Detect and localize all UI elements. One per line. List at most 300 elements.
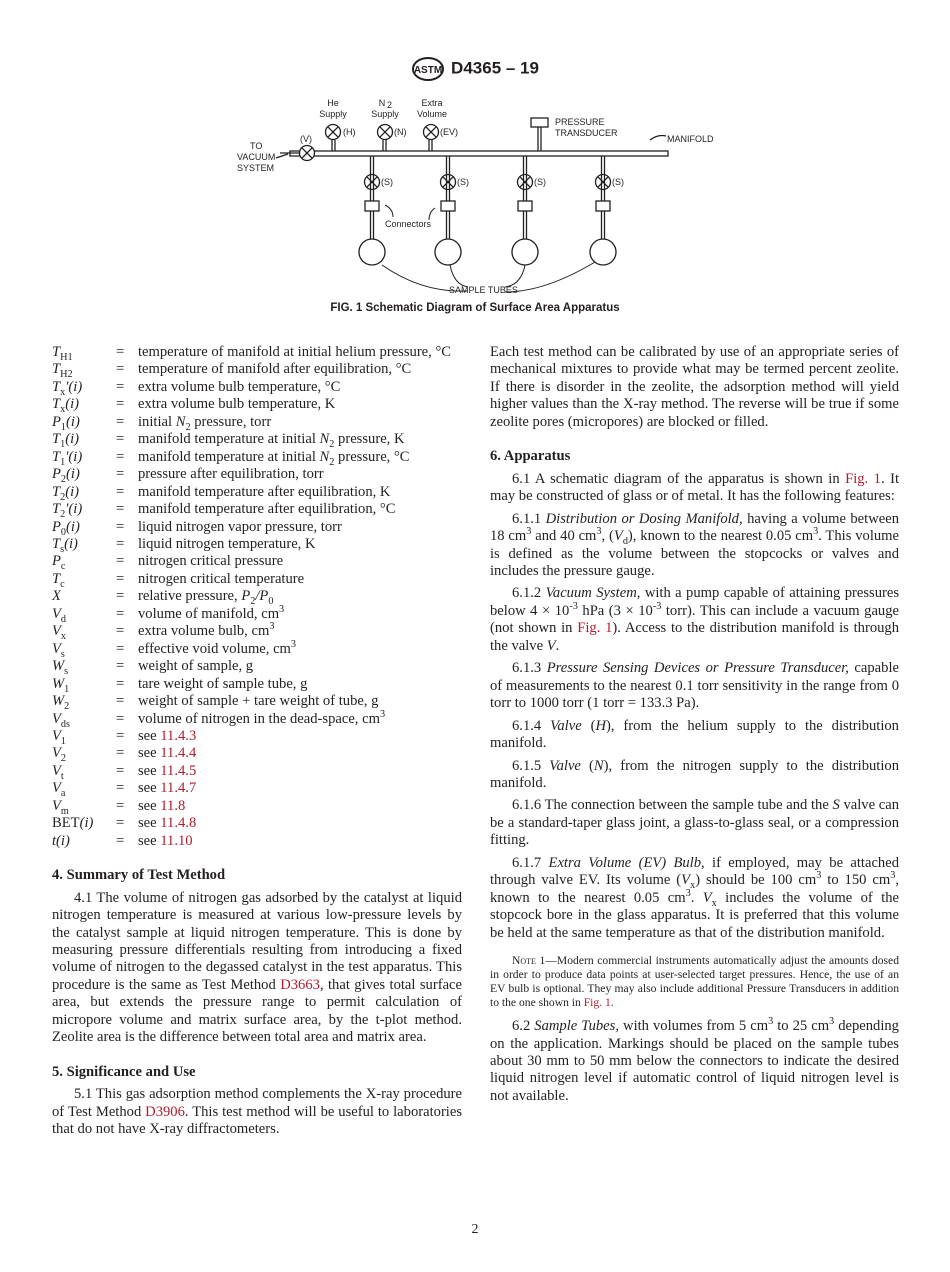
valve-n-label: (N) xyxy=(394,127,407,137)
paragraph xyxy=(490,471,899,506)
italic-text: Vacuum System, xyxy=(545,585,641,602)
symbol-description xyxy=(138,449,462,466)
symbol-definition xyxy=(52,676,462,693)
equals-sign: = xyxy=(116,501,125,518)
text-run: with a pump capable of attaining pressures below 4 × 10 xyxy=(490,585,900,619)
text-run: see xyxy=(138,727,161,744)
connector-icon xyxy=(365,201,379,211)
symbol-description xyxy=(138,833,462,850)
subscript: 2 xyxy=(329,439,335,451)
text-run: 6.1 A schematic diagram of the apparatus is shown in xyxy=(512,470,846,487)
paragraph xyxy=(490,585,899,655)
italic-text: V xyxy=(52,640,61,657)
symbol-definition xyxy=(52,621,462,643)
symbol-list xyxy=(52,344,462,850)
subscript: s xyxy=(60,648,65,660)
text-run: , ( xyxy=(601,528,614,545)
apparatus-diagram xyxy=(230,90,720,300)
symbol-definition xyxy=(52,588,462,608)
transducer-label: TRANSDUCER xyxy=(555,128,618,138)
subscript: 1 xyxy=(60,439,66,451)
cross-reference-link[interactable]: 11.4.5 xyxy=(160,762,197,779)
italic-text: T xyxy=(52,448,61,465)
symbol xyxy=(52,815,116,832)
equals-sign: = xyxy=(116,378,125,395)
equals-sign: = xyxy=(116,658,125,675)
subscript: 0 xyxy=(268,596,274,608)
symbol-description xyxy=(138,728,462,745)
sample-tube-bulb-icon xyxy=(512,239,538,265)
equals-sign: = xyxy=(116,570,125,587)
note-label: Note xyxy=(512,954,536,968)
equals-sign: = xyxy=(116,710,125,727)
italic-text: Extra Volume (EV) Bulb, xyxy=(548,854,705,871)
symbol xyxy=(52,501,116,518)
symbol xyxy=(52,571,116,588)
equals-sign: = xyxy=(116,815,125,832)
symbol-description xyxy=(138,623,462,640)
text-run: nitrogen critical temperature xyxy=(138,570,305,587)
equals-sign: = xyxy=(116,762,125,779)
text-run: to 150 cm xyxy=(821,872,891,889)
text-run: torr). This can include a vacuum gauge (not shown in xyxy=(490,602,900,637)
superscript: 3 xyxy=(379,708,386,720)
symbol xyxy=(52,414,116,431)
symbol-definition xyxy=(52,571,462,588)
superscript: 3 xyxy=(685,887,691,899)
subscript: 2 xyxy=(329,456,335,468)
symbol-description xyxy=(138,536,462,553)
equals-sign: = xyxy=(116,780,125,797)
connector-icon xyxy=(518,201,532,211)
valve-s-icon xyxy=(518,175,533,190)
symbol-definition xyxy=(52,414,462,431)
left-column xyxy=(52,344,462,1138)
text-run: hPa (3 × 10 xyxy=(577,602,653,619)
italic-text: T xyxy=(52,361,61,378)
text-run: effective void volume, cm xyxy=(138,640,291,657)
cross-reference-link[interactable]: 11.4.7 xyxy=(160,780,197,797)
symbol xyxy=(52,606,116,623)
sample-branch xyxy=(435,156,461,265)
italic-text: X xyxy=(52,588,61,605)
symbol xyxy=(52,658,116,678)
symbol-description xyxy=(138,780,462,797)
n2-subscript: 2 xyxy=(387,100,393,110)
sample-branch xyxy=(359,156,385,265)
cross-reference-link[interactable]: 11.8 xyxy=(160,797,186,814)
symbol-definition xyxy=(52,708,462,730)
text-run: see xyxy=(138,815,161,832)
subscript: d xyxy=(622,535,628,547)
cross-reference-link[interactable]: 11.4.8 xyxy=(160,815,197,832)
text-run: capable of measurements to the nearest 0.1 torr sensitivity in the range from 0 torr to 1000 torr (1 torr = 133.3 Pa). xyxy=(490,660,899,712)
italic-text: V xyxy=(52,780,61,797)
symbol-description xyxy=(138,815,462,832)
text-run: . xyxy=(690,889,703,906)
text-run: relative pressure, xyxy=(138,588,242,605)
subscript: c xyxy=(60,561,66,573)
equals-sign: = xyxy=(116,466,125,483)
equals-sign: = xyxy=(116,640,125,657)
italic-text: N xyxy=(593,757,604,774)
vacuum-label-1: TO xyxy=(250,141,263,151)
symbol-description xyxy=(138,414,462,431)
italic-text: V xyxy=(681,872,691,889)
symbol-description xyxy=(138,361,462,378)
symbol xyxy=(52,396,116,416)
subscript: H2 xyxy=(60,369,73,381)
symbol-definition xyxy=(52,638,462,660)
text-run: Each test method can be calibrated by use of an appropriate series of mechanical mixtures to provide what may be termed percent zeolite. If there is disorder in the zeolite, the adsorption method will yield higher values than the X-ray method. The reverse will be true if some zeolite pores (micropores) are blocked or filled. xyxy=(490,344,899,430)
designation: D4365 – 19 xyxy=(451,58,539,78)
equals-sign: = xyxy=(116,797,125,814)
paragraph xyxy=(52,890,462,1047)
symbol-description xyxy=(138,658,462,675)
equals-sign: = xyxy=(116,396,125,413)
italic-text: /P xyxy=(255,588,269,605)
equals-sign: = xyxy=(116,413,125,430)
symbol-definition xyxy=(52,379,462,396)
italic-text: (i) xyxy=(65,431,80,448)
symbol-description xyxy=(138,519,462,536)
cross-reference-link[interactable]: Fig. 1 xyxy=(577,620,613,637)
text-run: ), from the nitrogen supply to the distribution manifold. xyxy=(490,757,900,791)
subscript: H1 xyxy=(60,351,73,363)
symbol-description xyxy=(138,798,462,815)
text-run: . It may be constructed of glass or of metal. It has the following features: xyxy=(490,470,899,505)
symbol-definition xyxy=(52,344,462,361)
symbol xyxy=(52,693,116,710)
symbol-definition xyxy=(52,396,462,416)
italic-text: Sample Tubes, xyxy=(534,1018,619,1035)
subscript: c xyxy=(60,578,65,590)
italic-text: ′(i) xyxy=(65,448,83,465)
symbol-definition xyxy=(52,780,462,800)
italic-text: W xyxy=(52,658,65,675)
text-run: extra volume bulb, cm xyxy=(138,623,270,640)
text-run: ) should be 100 cm xyxy=(695,872,817,889)
italic-text: (i) xyxy=(66,413,80,430)
text-run: liquid nitrogen temperature, K xyxy=(138,535,316,552)
equals-sign: = xyxy=(116,535,125,552)
cross-reference-link[interactable]: Fig. 1 xyxy=(583,996,611,1010)
section-heading: 6. Apparatus xyxy=(490,448,571,465)
symbol xyxy=(52,711,116,728)
valve-h-label: (H) xyxy=(343,127,356,137)
text-run: temperature of manifold at initial helium pressure, °C xyxy=(138,344,452,360)
symbol-definition xyxy=(52,815,462,832)
text-run: 5.1 This gas adsorption method complements the X-ray procedure of Test Method xyxy=(52,1086,462,1120)
valve-ev-icon xyxy=(424,125,439,140)
text-run: pressure, °C xyxy=(334,448,410,465)
paragraph xyxy=(490,1018,899,1105)
superscript: 3 xyxy=(829,1016,835,1028)
italic-text: V xyxy=(52,745,61,762)
valve-s-icon xyxy=(441,175,456,190)
subscript: d xyxy=(60,613,67,625)
text-run: weight of sample + tare weight of tube, g xyxy=(138,693,379,710)
subscript: 1 xyxy=(64,683,70,695)
equals-sign: = xyxy=(116,693,125,710)
text-run: 6.1.7 xyxy=(512,854,549,871)
text-run: volume of manifold, cm xyxy=(138,605,280,622)
symbol-description xyxy=(138,344,462,361)
equals-sign: = xyxy=(116,832,125,849)
subscript: x xyxy=(711,897,717,909)
he-supply-label: Supply xyxy=(319,109,347,119)
paragraph xyxy=(490,344,899,431)
symbol-definition xyxy=(52,745,462,765)
superscript: 3 xyxy=(290,638,297,650)
equals-sign: = xyxy=(116,605,125,622)
subscript: a xyxy=(60,788,66,800)
symbol-description xyxy=(138,708,462,728)
subscript: 2 xyxy=(64,700,70,712)
italic-text: N xyxy=(319,448,330,465)
paragraph xyxy=(490,511,899,581)
text-run: 6.1.3 xyxy=(512,660,547,677)
text-run: see xyxy=(138,780,161,797)
subscript: x xyxy=(690,880,696,892)
text-run: volume of nitrogen in the dead-space, cm xyxy=(138,710,380,727)
extra-label: Extra xyxy=(421,98,443,108)
text-run: 4.1 The volume of nitrogen gas adsorbed by the catalyst at liquid nitrogen temperature is measured at various low-pressure levels by the catalyst sample at liquid nitrogen temperature. This is done by measuring pressure differentials resulting from introducing a fixed volume of nitrogen to the degassed catalyst in the test apparatus. This procedure is the same as Test Method xyxy=(52,889,462,993)
vacuum-label-2: VACUUM xyxy=(237,152,276,162)
italic-text: V xyxy=(52,710,61,727)
connectors-label: Connectors xyxy=(385,219,432,229)
right-column xyxy=(490,344,899,1105)
symbol xyxy=(52,553,116,573)
symbol-description xyxy=(138,553,462,570)
italic-text: W xyxy=(52,675,65,692)
equals-sign: = xyxy=(116,623,125,640)
text-run: valve can be a standard-taper glass joint, a glass-to-glass seal, or a compression fitting. xyxy=(490,797,899,849)
astm-logo-icon xyxy=(411,56,445,82)
valve-v-icon xyxy=(300,146,315,161)
valve-s-label: (S) xyxy=(534,177,546,187)
equals-sign: = xyxy=(116,675,125,692)
valve-s-label: (S) xyxy=(612,177,624,187)
text-run: 6.1.1 xyxy=(512,510,546,527)
text-run: ( xyxy=(581,717,596,734)
symbol-definition xyxy=(52,536,462,553)
italic-text: (i) xyxy=(79,815,94,832)
superscript: -3 xyxy=(652,601,662,613)
italic-text: T xyxy=(52,570,61,587)
paragraph xyxy=(490,855,899,942)
symbol xyxy=(52,484,116,501)
italic-text: ′(i) xyxy=(65,378,83,395)
text-run: . This volume is defined as the volume between the stopcocks or valves and includes the pressure gauge. xyxy=(490,528,899,579)
symbol xyxy=(52,728,116,745)
symbol xyxy=(52,588,116,605)
text-run: initial xyxy=(138,413,176,430)
superscript: -3 xyxy=(569,601,578,613)
equals-sign: = xyxy=(116,361,125,378)
italic-text: V xyxy=(52,605,61,622)
paragraph xyxy=(490,797,899,849)
text-run: liquid nitrogen vapor pressure, torr xyxy=(138,518,342,535)
symbol xyxy=(52,379,116,396)
italic-text: Valve xyxy=(550,717,582,734)
equals-sign: = xyxy=(116,588,125,605)
valve-ev-label: (EV) xyxy=(440,127,458,137)
superscript: 3 xyxy=(596,526,602,538)
italic-text: t(i) xyxy=(52,832,70,849)
italic-text: T xyxy=(52,344,61,360)
symbol-definition xyxy=(52,431,462,451)
italic-text: Valve xyxy=(549,757,581,774)
valve-h-icon xyxy=(326,125,341,140)
sample-tube-bulb-icon xyxy=(359,239,385,265)
superscript: 3 xyxy=(813,526,819,538)
italic-text: (i) xyxy=(64,535,78,552)
italic-text: P xyxy=(241,588,251,605)
symbol xyxy=(52,763,116,780)
subscript: x xyxy=(60,386,66,398)
text-run: if employed, may be attached through valve EV. Its volume ( xyxy=(490,854,899,889)
subscript: 2 xyxy=(60,753,67,765)
cross-reference-link[interactable]: 11.10 xyxy=(160,832,193,849)
subscript: s xyxy=(60,543,65,555)
symbol xyxy=(52,641,116,658)
subscript: 2 xyxy=(60,508,66,520)
italic-text: P xyxy=(52,466,61,483)
page-number: 2 xyxy=(471,1222,479,1237)
cross-reference-link[interactable]: 11.4.3 xyxy=(160,727,197,744)
paragraph xyxy=(490,718,899,753)
italic-text: T xyxy=(52,535,61,552)
sample-tube-bulb-icon xyxy=(590,239,616,265)
section-heading: 5. Significance and Use xyxy=(52,1063,196,1080)
italic-text: V xyxy=(52,623,61,640)
valve-v-label: (V) xyxy=(300,134,312,144)
equals-sign: = xyxy=(116,727,125,744)
text-run: tare weight of sample tube, g xyxy=(138,675,308,692)
symbol-definition xyxy=(52,466,462,486)
symbol-description xyxy=(138,588,462,608)
symbol-description xyxy=(138,379,462,396)
symbol-definition xyxy=(52,553,462,573)
text-run: ( xyxy=(580,757,594,774)
symbol xyxy=(52,780,116,800)
italic-text: T xyxy=(52,378,61,395)
sample-tubes-label: SAMPLE TUBES xyxy=(449,285,518,295)
symbol-definition xyxy=(52,519,462,536)
italic-text: ′(i) xyxy=(65,501,83,518)
cross-reference-link[interactable]: 11.4.4 xyxy=(160,745,197,762)
paragraph xyxy=(490,660,899,712)
text-run: temperature of manifold after equilibration, °C xyxy=(138,361,412,378)
superscript: 3 xyxy=(768,1016,774,1028)
subscript: m xyxy=(60,805,69,817)
italic-text: V xyxy=(702,889,712,906)
symbol xyxy=(52,623,116,643)
page-header xyxy=(0,56,950,82)
italic-text: N xyxy=(175,413,186,430)
text-run: , known to the nearest 0.05 cm xyxy=(490,872,899,906)
subscript: 1 xyxy=(60,735,67,747)
subscript: 1 xyxy=(60,421,67,433)
superscript: 3 xyxy=(890,870,896,882)
symbol-definition xyxy=(52,361,462,381)
text-run: . xyxy=(610,996,614,1010)
text-run: see xyxy=(138,762,161,779)
text-run: ). Access to the distribution manifold is through the valve xyxy=(490,620,900,654)
italic-text: P xyxy=(52,553,61,570)
valve-s-label: (S) xyxy=(457,177,469,187)
italic-text: W xyxy=(52,693,65,710)
italic-text: T xyxy=(52,431,61,448)
symbol-definition xyxy=(52,833,462,850)
figure-caption: FIG. 1 Schematic Diagram of Surface Area Apparatus xyxy=(330,302,620,314)
symbol-definition xyxy=(52,484,462,501)
italic-text: (i) xyxy=(65,483,80,500)
valve-s-icon xyxy=(365,175,380,190)
vacuum-label-3: SYSTEM xyxy=(237,163,275,173)
text-run: manifold temperature after equilibration, K xyxy=(138,483,391,500)
cross-reference-link[interactable]: Fig. 1 xyxy=(845,470,881,487)
connector-icon xyxy=(441,201,455,211)
valve-n-icon xyxy=(378,125,393,140)
italic-text: Distribution or Dosing Manifold, xyxy=(545,510,743,527)
text-run: ), from the helium supply to the distribution manifold. xyxy=(490,717,899,752)
text-run: see xyxy=(138,797,161,814)
text-run: 6.1.6 The connection between the sample tube and the xyxy=(512,797,833,814)
paragraph xyxy=(52,1086,462,1138)
symbol-definition xyxy=(52,728,462,745)
text-run: pressure after equilibration, torr xyxy=(138,466,324,483)
cross-reference-link[interactable]: D3906 xyxy=(145,1103,185,1120)
equals-sign: = xyxy=(116,448,125,465)
italic-text: (i) xyxy=(65,396,80,413)
text-run: 6.2 xyxy=(512,1018,535,1035)
connector-icon xyxy=(596,201,610,211)
symbol-description xyxy=(138,693,462,710)
italic-text: P xyxy=(52,518,61,535)
subscript: 0 xyxy=(60,526,67,538)
superscript: 3 xyxy=(526,526,532,538)
symbol-description xyxy=(138,484,462,501)
symbol-description xyxy=(138,676,462,693)
sample-branch xyxy=(590,156,616,265)
symbol xyxy=(52,449,116,466)
text-run: BET xyxy=(52,815,80,832)
manifold-label: MANIFOLD xyxy=(667,134,714,144)
subscript: s xyxy=(64,666,69,678)
symbol xyxy=(52,536,116,553)
symbol-description xyxy=(138,638,462,658)
text-run: 6.1.2 xyxy=(512,585,546,602)
italic-text: V xyxy=(52,797,61,814)
italic-text: V xyxy=(546,637,556,654)
section-heading: 4. Summary of Test Method xyxy=(52,867,226,884)
equals-sign: = xyxy=(116,344,125,360)
symbol xyxy=(52,676,116,693)
symbol xyxy=(52,344,116,361)
n2-supply-label: Supply xyxy=(371,109,399,119)
text-run: 1—Modern commercial instruments automatically adjust the amounts dosed in order to produce data points at user-selected target pressures. Hence, the use of an EV bulb is optional. They may also include additional Pressure Transducers in addition to the one shown in xyxy=(490,954,899,1010)
subscript: x xyxy=(60,631,67,643)
text-run: extra volume bulb temperature, °C xyxy=(138,378,341,395)
cross-reference-link[interactable]: D3663 xyxy=(280,976,320,993)
italic-text: T xyxy=(52,483,61,500)
text-run: . xyxy=(555,637,560,654)
valve-s-icon xyxy=(596,175,611,190)
text-run: nitrogen critical pressure xyxy=(138,553,284,570)
text-run: pressure, torr xyxy=(190,413,272,430)
